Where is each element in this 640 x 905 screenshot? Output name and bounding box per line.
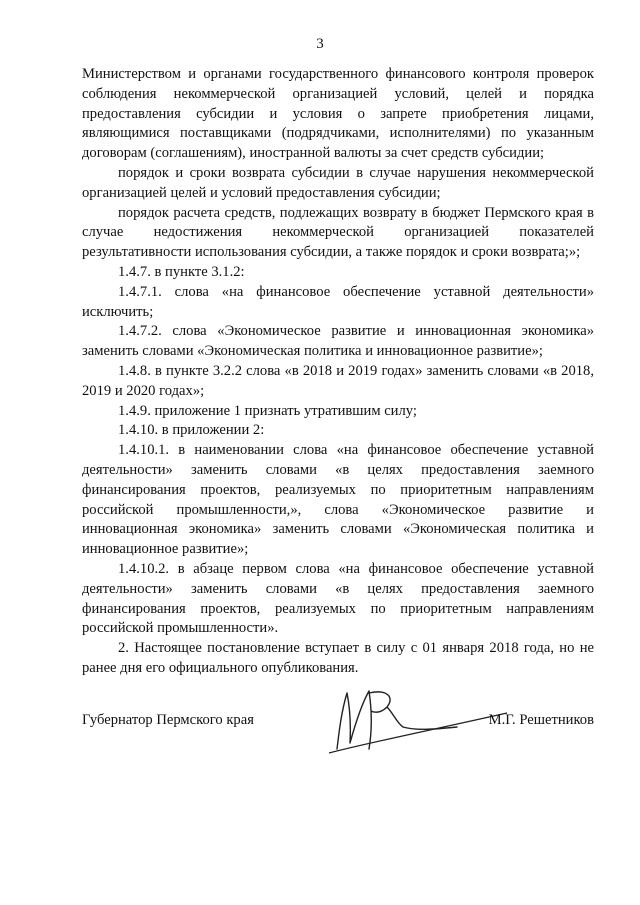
paragraph-continuation: Министерством и органами государственного финансового контроля проверок соблюдения некоммерческой организацией условий, целей и порядка предоставления субсидии и условия о запрете приобретения лицами, являющимися поставщиками (подрядчиками, исполнителями) по указанным договорам (соглашениям), иностранной валюты за счет средств субсидии; — [82, 66, 594, 162]
paragraph: 1.4.7. в пункте 3.1.2: — [118, 263, 245, 280]
position-title: Губернатор Пермского края — [82, 712, 254, 728]
paragraph-effective-date: 2. Настоящее постановление вступает в силу с 01 января 2018 года, но не ранее дня его официального опубликования. — [82, 640, 594, 676]
paragraph: 1.4.10.2. в абзаце первом слова «на финансовое обеспечение уставной деятельности» заменить словами «в целях предоставления заемного финансирования проектов, реализуемых по приоритетным направлениям российской промышленности». — [82, 560, 594, 637]
signature-block — [82, 708, 594, 748]
paragraph: порядок и сроки возврата субсидии в случае нарушения некоммерческой организацией целей и условий предоставления субсидии; — [82, 164, 594, 201]
paragraph: 1.4.10. в приложении 2: — [118, 422, 265, 439]
paragraph: 1.4.7.1. слова «на финансовое обеспечение уставной деятельности» исключить; — [82, 283, 594, 320]
document-body — [82, 65, 594, 679]
signer-name: М.Г. Решетников — [488, 712, 594, 728]
paragraph: 1.4.8. в пункте 3.2.2 слова «в 2018 и 2019 годах» заменить словами «в 2018, 2019 и 2020 годах»; — [82, 362, 594, 399]
handwritten-signature — [317, 683, 517, 763]
paragraph: 1.4.10.1. в наименовании слова «на финансовое обеспечение уставной деятельности» заменить словами «в целях предоставления заемного финансирования проектов, реализуемых по приоритетным направлениям российской промышленности,», слова «Экономическое развитие и инновационная экономика» заменить словами «Экономическая политика и инновационное развитие»; — [82, 442, 594, 558]
page-number: 3 — [316, 36, 324, 52]
paragraph: 1.4.9. приложение 1 признать утратившим силу; — [118, 402, 417, 419]
paragraph: порядок расчета средств, подлежащих возврату в бюджет Пермского края в случае недостижения некоммерческой организацией показателей результативности использования субсидии, а также порядок и сроки возврата;»; — [82, 204, 594, 261]
paragraph: 1.4.7.2. слова «Экономическое развитие и инновационная экономика» заменить словами «Экономическая политика и инновационное развитие»; — [82, 323, 594, 360]
